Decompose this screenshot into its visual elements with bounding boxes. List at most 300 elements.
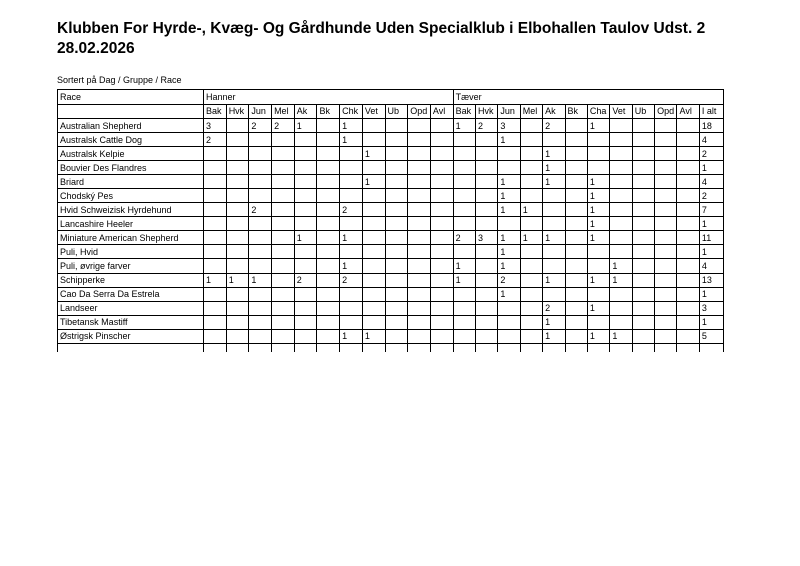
taever-count-cell: 1 bbox=[498, 231, 520, 245]
taever-count-cell bbox=[453, 315, 475, 329]
taever-count-cell: 1 bbox=[587, 273, 609, 287]
hanner-count-cell bbox=[385, 231, 408, 245]
taever-count-cell bbox=[475, 175, 497, 189]
taever-count-cell bbox=[655, 203, 677, 217]
taever-count-cell bbox=[677, 315, 699, 329]
taever-count-cell bbox=[475, 133, 497, 147]
hanner-count-cell bbox=[408, 217, 431, 231]
report-date: 28.02.2026 bbox=[57, 39, 135, 57]
taever-count-cell: 1 bbox=[498, 245, 520, 259]
hanner-count-cell bbox=[430, 231, 453, 245]
table-row bbox=[58, 217, 724, 231]
row-total: 7 bbox=[699, 203, 723, 217]
taever-count-cell bbox=[677, 287, 699, 301]
hanner-count-cell bbox=[272, 315, 295, 329]
taever-count-cell bbox=[632, 301, 654, 315]
taever-count-cell bbox=[475, 315, 497, 329]
taever-count-cell: 1 bbox=[587, 217, 609, 231]
hanner-count-cell bbox=[340, 161, 363, 175]
hanner-col-header-ub: Ub bbox=[385, 104, 408, 119]
taever-count-cell bbox=[610, 147, 632, 161]
taever-count-cell bbox=[475, 301, 497, 315]
table-row bbox=[58, 301, 724, 315]
row-total: 11 bbox=[699, 231, 723, 245]
hanner-count-cell bbox=[317, 329, 340, 343]
hanner-count-cell bbox=[408, 133, 431, 147]
group-header-row bbox=[58, 90, 724, 105]
hanner-count-cell bbox=[317, 259, 340, 273]
taever-group-header: Tæver bbox=[453, 90, 723, 105]
hanner-count-cell: 1 bbox=[249, 273, 272, 287]
hanner-count-cell bbox=[226, 259, 249, 273]
taever-count-cell bbox=[475, 259, 497, 273]
hanner-count-cell bbox=[408, 245, 431, 259]
table-row bbox=[58, 259, 724, 273]
hanner-count-cell bbox=[272, 175, 295, 189]
taever-count-cell bbox=[543, 259, 565, 273]
row-total: 1 bbox=[699, 287, 723, 301]
hanner-count-cell bbox=[249, 189, 272, 203]
taever-count-cell bbox=[677, 329, 699, 343]
hanner-count-cell bbox=[408, 259, 431, 273]
hanner-count-cell: 1 bbox=[204, 273, 227, 287]
hanner-count-cell bbox=[340, 189, 363, 203]
table-row bbox=[58, 245, 724, 259]
taever-count-cell bbox=[655, 287, 677, 301]
hanner-count-cell bbox=[272, 133, 295, 147]
taever-count-cell: 1 bbox=[453, 119, 475, 133]
hanner-count-cell bbox=[204, 329, 227, 343]
taever-count-cell bbox=[655, 259, 677, 273]
hanner-col-header-jun: Jun bbox=[249, 104, 272, 119]
hanner-count-cell bbox=[385, 189, 408, 203]
hanner-count-cell bbox=[294, 259, 317, 273]
taever-count-cell bbox=[453, 287, 475, 301]
taever-count-cell bbox=[677, 245, 699, 259]
taever-count-cell: 1 bbox=[520, 203, 542, 217]
hanner-count-cell bbox=[362, 245, 385, 259]
taever-count-cell bbox=[632, 133, 654, 147]
hanner-count-cell bbox=[430, 189, 453, 203]
hanner-count-cell bbox=[294, 315, 317, 329]
taever-count-cell: 1 bbox=[587, 231, 609, 245]
taever-count-cell: 1 bbox=[543, 147, 565, 161]
hanner-count-cell bbox=[362, 315, 385, 329]
taever-count-cell: 2 bbox=[475, 119, 497, 133]
taever-count-cell bbox=[587, 161, 609, 175]
hanner-col-header-bk: Bk bbox=[317, 104, 340, 119]
race-name: Puli, øvrige farver bbox=[58, 259, 204, 273]
class-header-row bbox=[58, 104, 724, 119]
hanner-count-cell bbox=[408, 273, 431, 287]
race-name: Tibetansk Mastiff bbox=[58, 315, 204, 329]
empty-cell bbox=[430, 343, 453, 352]
hanner-count-cell bbox=[226, 161, 249, 175]
hanner-count-cell: 2 bbox=[249, 203, 272, 217]
taever-count-cell bbox=[543, 203, 565, 217]
hanner-count-cell bbox=[362, 189, 385, 203]
taever-count-cell: 1 bbox=[587, 329, 609, 343]
taever-count-cell bbox=[632, 273, 654, 287]
hanner-count-cell bbox=[294, 203, 317, 217]
race-subheader-spacer bbox=[58, 104, 204, 119]
taever-count-cell bbox=[543, 217, 565, 231]
hanner-count-cell bbox=[317, 217, 340, 231]
taever-count-cell: 1 bbox=[543, 231, 565, 245]
taever-count-cell bbox=[632, 329, 654, 343]
hanner-count-cell bbox=[249, 231, 272, 245]
taever-count-cell bbox=[632, 259, 654, 273]
taever-count-cell: 3 bbox=[498, 119, 520, 133]
hanner-count-cell bbox=[385, 287, 408, 301]
taever-count-cell: 1 bbox=[610, 259, 632, 273]
hanner-count-cell bbox=[362, 231, 385, 245]
hanner-count-cell bbox=[385, 329, 408, 343]
taever-count-cell bbox=[498, 217, 520, 231]
taever-count-cell bbox=[565, 189, 587, 203]
hanner-count-cell bbox=[294, 133, 317, 147]
taever-count-cell bbox=[610, 315, 632, 329]
taever-count-cell bbox=[610, 161, 632, 175]
taever-count-cell bbox=[610, 175, 632, 189]
clipped-partial-row bbox=[58, 343, 724, 352]
empty-cell bbox=[317, 343, 340, 352]
hanner-count-cell bbox=[249, 245, 272, 259]
race-name: Australsk Kelpie bbox=[58, 147, 204, 161]
empty-cell bbox=[453, 343, 475, 352]
taever-count-cell bbox=[565, 273, 587, 287]
row-total: 4 bbox=[699, 259, 723, 273]
taever-count-cell bbox=[677, 175, 699, 189]
hanner-count-cell bbox=[362, 301, 385, 315]
hanner-count-cell bbox=[204, 287, 227, 301]
hanner-count-cell bbox=[317, 161, 340, 175]
row-total: 13 bbox=[699, 273, 723, 287]
hanner-count-cell bbox=[408, 147, 431, 161]
taever-count-cell bbox=[453, 161, 475, 175]
hanner-count-cell bbox=[385, 175, 408, 189]
hanner-count-cell bbox=[385, 301, 408, 315]
hanner-count-cell bbox=[294, 147, 317, 161]
taever-count-cell: 1 bbox=[498, 189, 520, 203]
hanner-count-cell bbox=[408, 329, 431, 343]
hanner-count-cell: 1 bbox=[340, 259, 363, 273]
report-page bbox=[57, 19, 727, 352]
taever-count-cell bbox=[632, 217, 654, 231]
row-total: 3 bbox=[699, 301, 723, 315]
hanner-count-cell bbox=[430, 147, 453, 161]
hanner-count-cell bbox=[226, 245, 249, 259]
hanner-col-header-vet: Vet bbox=[362, 104, 385, 119]
taever-count-cell: 1 bbox=[498, 287, 520, 301]
hanner-count-cell bbox=[385, 217, 408, 231]
sort-order-label: Sortert på Dag / Gruppe / Race bbox=[57, 75, 182, 85]
table-row bbox=[58, 119, 724, 133]
hanner-count-cell bbox=[317, 315, 340, 329]
hanner-count-cell bbox=[249, 301, 272, 315]
taever-count-cell bbox=[565, 217, 587, 231]
hanner-count-cell bbox=[204, 217, 227, 231]
hanner-count-cell bbox=[249, 217, 272, 231]
taever-count-cell bbox=[655, 147, 677, 161]
hanner-count-cell bbox=[226, 133, 249, 147]
taever-count-cell bbox=[520, 315, 542, 329]
taever-count-cell bbox=[565, 119, 587, 133]
taever-count-cell bbox=[543, 245, 565, 259]
taever-count-cell: 1 bbox=[498, 133, 520, 147]
taever-count-cell: 1 bbox=[587, 189, 609, 203]
taever-count-cell bbox=[677, 231, 699, 245]
taever-count-cell bbox=[520, 133, 542, 147]
table-row bbox=[58, 161, 724, 175]
hanner-count-cell bbox=[385, 245, 408, 259]
hanner-count-cell bbox=[204, 259, 227, 273]
taever-count-cell: 2 bbox=[498, 273, 520, 287]
hanner-count-cell bbox=[272, 217, 295, 231]
hanner-count-cell bbox=[226, 175, 249, 189]
total-col-header: I alt bbox=[699, 104, 723, 119]
taever-count-cell: 1 bbox=[498, 175, 520, 189]
table-row bbox=[58, 329, 724, 343]
hanner-count-cell bbox=[294, 287, 317, 301]
hanner-count-cell bbox=[204, 245, 227, 259]
taever-count-cell bbox=[543, 189, 565, 203]
hanner-count-cell: 1 bbox=[294, 231, 317, 245]
taever-count-cell bbox=[655, 273, 677, 287]
empty-cell bbox=[385, 343, 408, 352]
hanner-count-cell bbox=[408, 315, 431, 329]
taever-count-cell bbox=[610, 301, 632, 315]
row-total: 1 bbox=[699, 245, 723, 259]
hanner-count-cell bbox=[204, 175, 227, 189]
taever-count-cell bbox=[655, 217, 677, 231]
hanner-count-cell bbox=[249, 329, 272, 343]
hanner-col-header-opd: Opd bbox=[408, 104, 431, 119]
hanner-count-cell: 1 bbox=[340, 133, 363, 147]
taever-count-cell bbox=[655, 329, 677, 343]
hanner-count-cell: 2 bbox=[249, 119, 272, 133]
taever-count-cell bbox=[520, 217, 542, 231]
taever-count-cell bbox=[565, 287, 587, 301]
taever-count-cell bbox=[565, 147, 587, 161]
table-row bbox=[58, 189, 724, 203]
row-total: 2 bbox=[699, 189, 723, 203]
taever-count-cell bbox=[655, 175, 677, 189]
empty-cell bbox=[475, 343, 497, 352]
taever-count-cell bbox=[610, 245, 632, 259]
empty-cell bbox=[272, 343, 295, 352]
taever-count-cell bbox=[565, 161, 587, 175]
hanner-count-cell bbox=[362, 259, 385, 273]
taever-count-cell bbox=[677, 147, 699, 161]
taever-count-cell: 2 bbox=[543, 119, 565, 133]
empty-cell bbox=[632, 343, 654, 352]
hanner-count-cell bbox=[249, 175, 272, 189]
table-row bbox=[58, 273, 724, 287]
taever-count-cell: 1 bbox=[610, 273, 632, 287]
taever-count-cell bbox=[520, 301, 542, 315]
taever-count-cell bbox=[655, 315, 677, 329]
taever-count-cell bbox=[498, 147, 520, 161]
taever-count-cell bbox=[565, 245, 587, 259]
hanner-count-cell bbox=[430, 315, 453, 329]
hanner-count-cell bbox=[385, 259, 408, 273]
taever-count-cell bbox=[520, 329, 542, 343]
taever-count-cell bbox=[543, 133, 565, 147]
hanner-col-header-bak: Bak bbox=[204, 104, 227, 119]
hanner-count-cell bbox=[430, 161, 453, 175]
hanner-count-cell bbox=[430, 273, 453, 287]
taever-count-cell bbox=[632, 175, 654, 189]
hanner-count-cell bbox=[272, 189, 295, 203]
taever-count-cell bbox=[475, 161, 497, 175]
taever-count-cell bbox=[453, 147, 475, 161]
taever-count-cell bbox=[655, 189, 677, 203]
taever-count-cell bbox=[453, 189, 475, 203]
hanner-count-cell bbox=[294, 301, 317, 315]
hanner-count-cell bbox=[272, 161, 295, 175]
hanner-count-cell bbox=[204, 301, 227, 315]
hanner-count-cell: 1 bbox=[362, 329, 385, 343]
taever-count-cell bbox=[520, 189, 542, 203]
hanner-count-cell bbox=[385, 161, 408, 175]
race-name: Chodský Pes bbox=[58, 189, 204, 203]
report-title: Klubben For Hyrde-, Kvæg- Og Gårdhunde Uden Specialklub i Elbohallen Taulov Udst. 2 bbox=[57, 20, 706, 37]
taever-col-header-avl: Avl bbox=[677, 104, 699, 119]
taever-count-cell bbox=[610, 231, 632, 245]
taever-count-cell: 1 bbox=[610, 329, 632, 343]
hanner-count-cell: 1 bbox=[294, 119, 317, 133]
taever-count-cell bbox=[655, 133, 677, 147]
race-name: Schipperke bbox=[58, 273, 204, 287]
taever-count-cell bbox=[610, 119, 632, 133]
taever-count-cell bbox=[475, 329, 497, 343]
taever-count-cell: 2 bbox=[543, 301, 565, 315]
taever-count-cell bbox=[565, 175, 587, 189]
hanner-count-cell bbox=[294, 217, 317, 231]
taever-col-header-bk: Bk bbox=[565, 104, 587, 119]
hanner-count-cell: 1 bbox=[226, 273, 249, 287]
hanner-count-cell bbox=[317, 287, 340, 301]
hanner-count-cell bbox=[272, 301, 295, 315]
empty-cell bbox=[565, 343, 587, 352]
race-name: Landseer bbox=[58, 301, 204, 315]
taever-count-cell bbox=[520, 161, 542, 175]
taever-col-header-ub: Ub bbox=[632, 104, 654, 119]
taever-count-cell bbox=[475, 217, 497, 231]
hanner-count-cell bbox=[317, 301, 340, 315]
hanner-count-cell bbox=[226, 147, 249, 161]
taever-count-cell bbox=[520, 273, 542, 287]
taever-count-cell bbox=[475, 147, 497, 161]
hanner-count-cell bbox=[226, 315, 249, 329]
race-name: Puli, Hvid bbox=[58, 245, 204, 259]
hanner-count-cell bbox=[408, 203, 431, 217]
hanner-count-cell bbox=[294, 175, 317, 189]
table-row bbox=[58, 175, 724, 189]
row-total: 5 bbox=[699, 329, 723, 343]
hanner-count-cell: 1 bbox=[362, 147, 385, 161]
taever-count-cell bbox=[655, 231, 677, 245]
hanner-count-cell bbox=[340, 245, 363, 259]
table-row bbox=[58, 203, 724, 217]
taever-count-cell bbox=[520, 259, 542, 273]
hanner-count-cell bbox=[385, 203, 408, 217]
taever-count-cell bbox=[677, 189, 699, 203]
empty-cell bbox=[58, 343, 204, 352]
hanner-count-cell bbox=[249, 259, 272, 273]
hanner-count-cell bbox=[317, 119, 340, 133]
hanner-count-cell bbox=[430, 217, 453, 231]
hanner-count-cell bbox=[362, 203, 385, 217]
hanner-count-cell bbox=[272, 147, 295, 161]
hanner-count-cell bbox=[204, 315, 227, 329]
hanner-count-cell: 3 bbox=[204, 119, 227, 133]
hanner-count-cell bbox=[340, 147, 363, 161]
empty-cell bbox=[498, 343, 520, 352]
taever-count-cell bbox=[655, 119, 677, 133]
taever-count-cell bbox=[453, 301, 475, 315]
hanner-count-cell bbox=[408, 175, 431, 189]
taever-col-header-opd: Opd bbox=[655, 104, 677, 119]
hanner-count-cell bbox=[294, 245, 317, 259]
taever-count-cell bbox=[565, 329, 587, 343]
hanner-count-cell bbox=[430, 301, 453, 315]
race-column-header: Race bbox=[58, 90, 204, 105]
race-name: Lancashire Heeler bbox=[58, 217, 204, 231]
race-name: Australian Shepherd bbox=[58, 119, 204, 133]
hanner-count-cell bbox=[249, 147, 272, 161]
table-row bbox=[58, 315, 724, 329]
hanner-count-cell: 2 bbox=[340, 273, 363, 287]
taever-count-cell bbox=[475, 287, 497, 301]
taever-count-cell bbox=[520, 147, 542, 161]
hanner-count-cell bbox=[272, 329, 295, 343]
taever-count-cell bbox=[475, 245, 497, 259]
race-name: Østrigsk Pinscher bbox=[58, 329, 204, 343]
taever-count-cell bbox=[677, 273, 699, 287]
row-total: 2 bbox=[699, 147, 723, 161]
taever-count-cell bbox=[677, 259, 699, 273]
taever-count-cell: 1 bbox=[453, 259, 475, 273]
taever-count-cell bbox=[498, 301, 520, 315]
hanner-count-cell bbox=[340, 315, 363, 329]
hanner-group-header: Hanner bbox=[204, 90, 454, 105]
taever-count-cell: 1 bbox=[498, 259, 520, 273]
taever-count-cell: 2 bbox=[453, 231, 475, 245]
row-total: 4 bbox=[699, 133, 723, 147]
row-total: 1 bbox=[699, 315, 723, 329]
taever-count-cell bbox=[453, 203, 475, 217]
empty-cell bbox=[226, 343, 249, 352]
taever-count-cell bbox=[565, 133, 587, 147]
hanner-count-cell bbox=[204, 231, 227, 245]
hanner-count-cell bbox=[226, 301, 249, 315]
hanner-count-cell bbox=[272, 259, 295, 273]
empty-cell bbox=[362, 343, 385, 352]
taever-count-cell bbox=[565, 301, 587, 315]
hanner-count-cell bbox=[340, 175, 363, 189]
taever-col-header-bak: Bak bbox=[453, 104, 475, 119]
taever-col-header-mel: Mel bbox=[520, 104, 542, 119]
taever-count-cell bbox=[677, 301, 699, 315]
taever-count-cell bbox=[453, 329, 475, 343]
hanner-count-cell: 2 bbox=[204, 133, 227, 147]
taever-count-cell bbox=[655, 245, 677, 259]
hanner-count-cell bbox=[362, 133, 385, 147]
taever-count-cell bbox=[520, 175, 542, 189]
hanner-count-cell bbox=[408, 301, 431, 315]
